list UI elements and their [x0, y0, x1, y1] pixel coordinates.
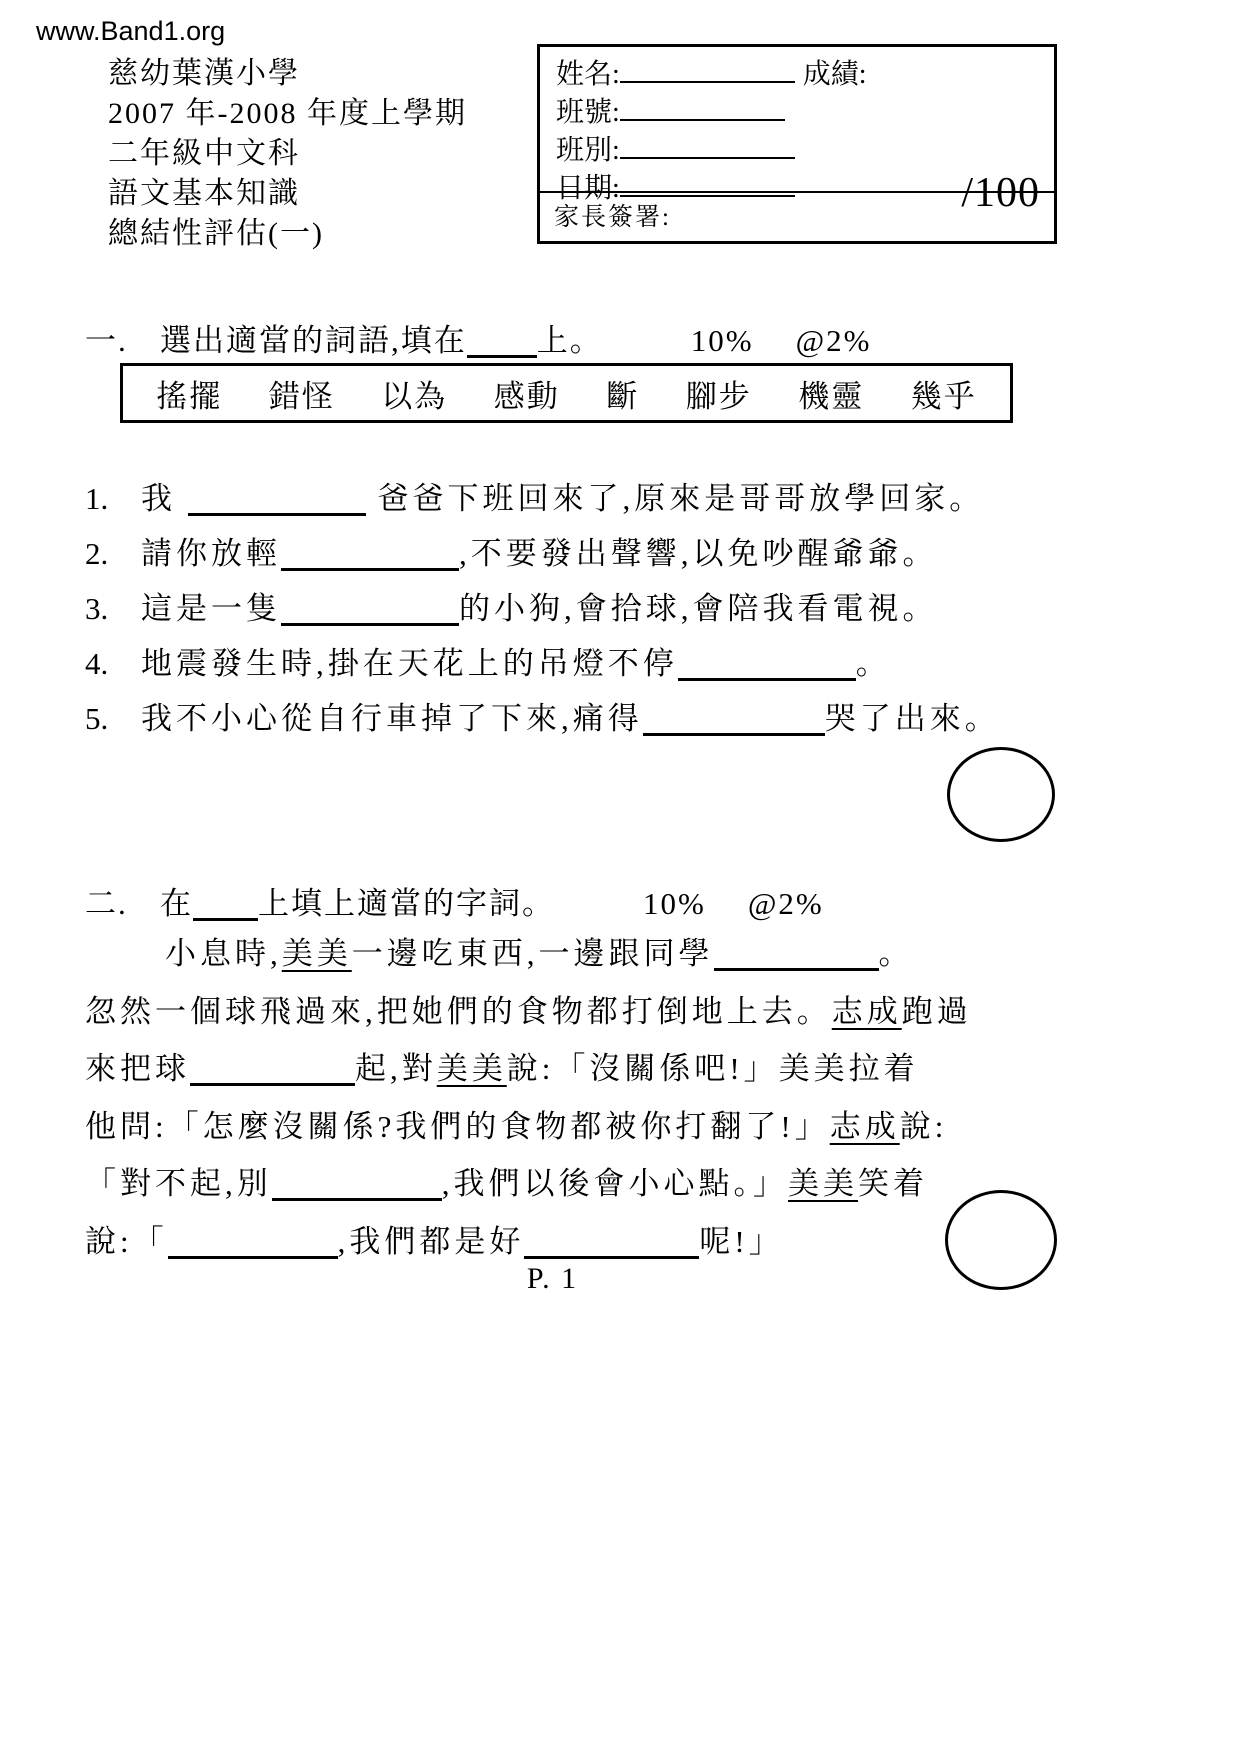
word-bank-word: 斷 [606, 378, 640, 414]
text-run: 來把球 [85, 1051, 190, 1086]
question-text [141, 478, 984, 520]
underlined-name: 美美 [281, 936, 352, 971]
underlined-name: 志成 [829, 1108, 900, 1144]
section2-per-item-marks: @2% [747, 886, 824, 921]
text-run: 選出適當的詞語,填在 [160, 323, 467, 358]
text-run: ,我們以後會小心點。」 [441, 1166, 788, 1201]
page-number: P. 1 [526, 1262, 579, 1295]
class-row [556, 131, 1038, 169]
question-number: 2. [85, 536, 109, 571]
section2-title [160, 878, 555, 923]
class-number-row [556, 93, 1038, 131]
fill-in-blank[interactable] [281, 595, 459, 626]
text-run: 跑過 [901, 993, 972, 1029]
date-label: 日期: [556, 173, 620, 204]
underlined-name: 志成 [831, 993, 902, 1029]
question-item [85, 643, 1045, 685]
word-bank-word: 幾乎 [910, 378, 977, 414]
word-bank-word: 機靈 [798, 378, 865, 414]
text-run: 。 [855, 646, 891, 681]
text-run: 的小狗,會拾球,會陪我看電視。 [459, 591, 938, 626]
text-run: 哭了出來。 [824, 701, 1000, 736]
section2-number: 二. [85, 886, 128, 921]
name-blank[interactable] [620, 55, 795, 83]
question-text [141, 698, 1000, 740]
question-item [85, 698, 1045, 740]
school-grade-subject: 二年級中文科 [108, 137, 300, 170]
text-run: 呢!」 [699, 1223, 784, 1259]
word-bank-word: 腳步 [685, 378, 752, 414]
text-run: ,不要發出聲響,以免吵醒爺爺。 [459, 536, 938, 571]
text-run: 說:「 [85, 1223, 168, 1259]
text-run: 「對不起,別 [85, 1166, 272, 1201]
text-run: 上。 [536, 323, 603, 358]
word-bank-word: 錯怪 [268, 378, 335, 414]
parent-signature-label: 家長簽署: [540, 191, 1054, 241]
question-text [141, 643, 891, 685]
question-item [85, 533, 1045, 575]
section2-heading [85, 878, 824, 923]
question-number: 1. [85, 481, 109, 516]
text-run: 這是一隻 [141, 591, 281, 626]
school-year: 2007 年-2008 年度上學期 [108, 97, 467, 130]
fill-in-blank[interactable] [193, 890, 258, 921]
word-bank-word: 感動 [493, 378, 560, 414]
section1-number: 一. [85, 323, 128, 358]
school-paper-type: 語文基本知識 [108, 177, 300, 210]
paragraph-line [85, 1040, 1035, 1098]
total-score: /100 [961, 170, 1040, 216]
question-item [85, 588, 1045, 630]
school-header [108, 54, 467, 254]
watermark: www.Band1.org [36, 16, 226, 46]
section1-questions [85, 478, 1045, 753]
section2-marks: 10% [643, 886, 706, 921]
question-number: 3. [85, 591, 109, 626]
fill-in-blank[interactable] [643, 705, 825, 736]
class-blank[interactable] [620, 131, 795, 159]
section1-per-item-marks: @2% [795, 323, 872, 358]
text-run: 上填上適當的字詞。 [258, 886, 555, 921]
fill-in-blank[interactable] [524, 1228, 699, 1259]
school-assessment-title: 總結性評估(一) [108, 217, 324, 250]
text-run: 我 [141, 481, 188, 516]
text-run: 說:「沒關係吧!」美美拉着 [506, 1051, 919, 1086]
text-run: 說: [899, 1108, 948, 1144]
text-run: 。 [878, 936, 914, 971]
paragraph-line [85, 925, 1035, 983]
text-run: 笑着 [858, 1166, 928, 1201]
section1-title [160, 315, 603, 360]
text-run: 我不小心從自行車掉了下來,痛得 [141, 701, 643, 736]
question-number: 4. [85, 646, 109, 681]
text-run: 在 [160, 886, 193, 921]
underlined-name: 美美 [788, 1166, 858, 1201]
score-label: 成績: [802, 59, 867, 90]
name-label: 姓名: [556, 59, 620, 90]
section1-heading [85, 315, 871, 360]
section1-marks: 10% [690, 323, 754, 358]
class-number-blank[interactable] [620, 93, 785, 121]
class-label: 班別: [556, 135, 620, 166]
score-circle-1 [947, 747, 1055, 842]
text-run: 一邊吃東西,一邊跟同學 [351, 936, 714, 971]
question-number: 5. [85, 701, 109, 736]
fill-in-blank[interactable] [272, 1170, 442, 1201]
class-number-label: 班號: [556, 97, 620, 128]
school-name: 慈幼葉漢小學 [108, 57, 300, 90]
word-bank-word: 搖擺 [156, 378, 223, 414]
fill-in-blank[interactable] [467, 327, 537, 358]
student-info-box [537, 44, 1057, 244]
text-run: 小息時, [165, 936, 282, 971]
text-run: 地震發生時,掛在天花上的吊燈不停 [141, 646, 678, 681]
word-bank-word: 以為 [381, 378, 448, 414]
fill-in-blank[interactable] [188, 485, 366, 516]
fill-in-blank[interactable] [168, 1228, 338, 1259]
fill-in-blank[interactable] [678, 650, 856, 681]
text-run: ,我們都是好 [337, 1223, 525, 1259]
text-run: 他問:「怎麼沒關係?我們的食物都被你打翻了!」 [85, 1108, 830, 1144]
paragraph-line [85, 983, 1035, 1041]
word-bank [120, 363, 1013, 423]
text-run: 爸爸下班回來了,原來是哥哥放學回家。 [365, 481, 985, 516]
question-item [85, 478, 1045, 520]
section2-paragraph [85, 925, 1035, 1270]
fill-in-blank[interactable] [714, 940, 879, 971]
fill-in-blank[interactable] [281, 540, 459, 571]
paragraph-line [85, 1098, 1035, 1156]
underlined-name: 美美 [436, 1051, 507, 1086]
question-text [141, 533, 938, 575]
name-row [556, 55, 1038, 93]
question-text [141, 588, 938, 630]
text-run: 請你放輕 [141, 536, 281, 571]
text-run: 起,對 [355, 1051, 437, 1086]
text-run: 忽然一個球飛過來,把她們的食物都打倒地上去。 [85, 993, 832, 1029]
paragraph-line [85, 1155, 1035, 1213]
fill-in-blank[interactable] [190, 1055, 355, 1086]
